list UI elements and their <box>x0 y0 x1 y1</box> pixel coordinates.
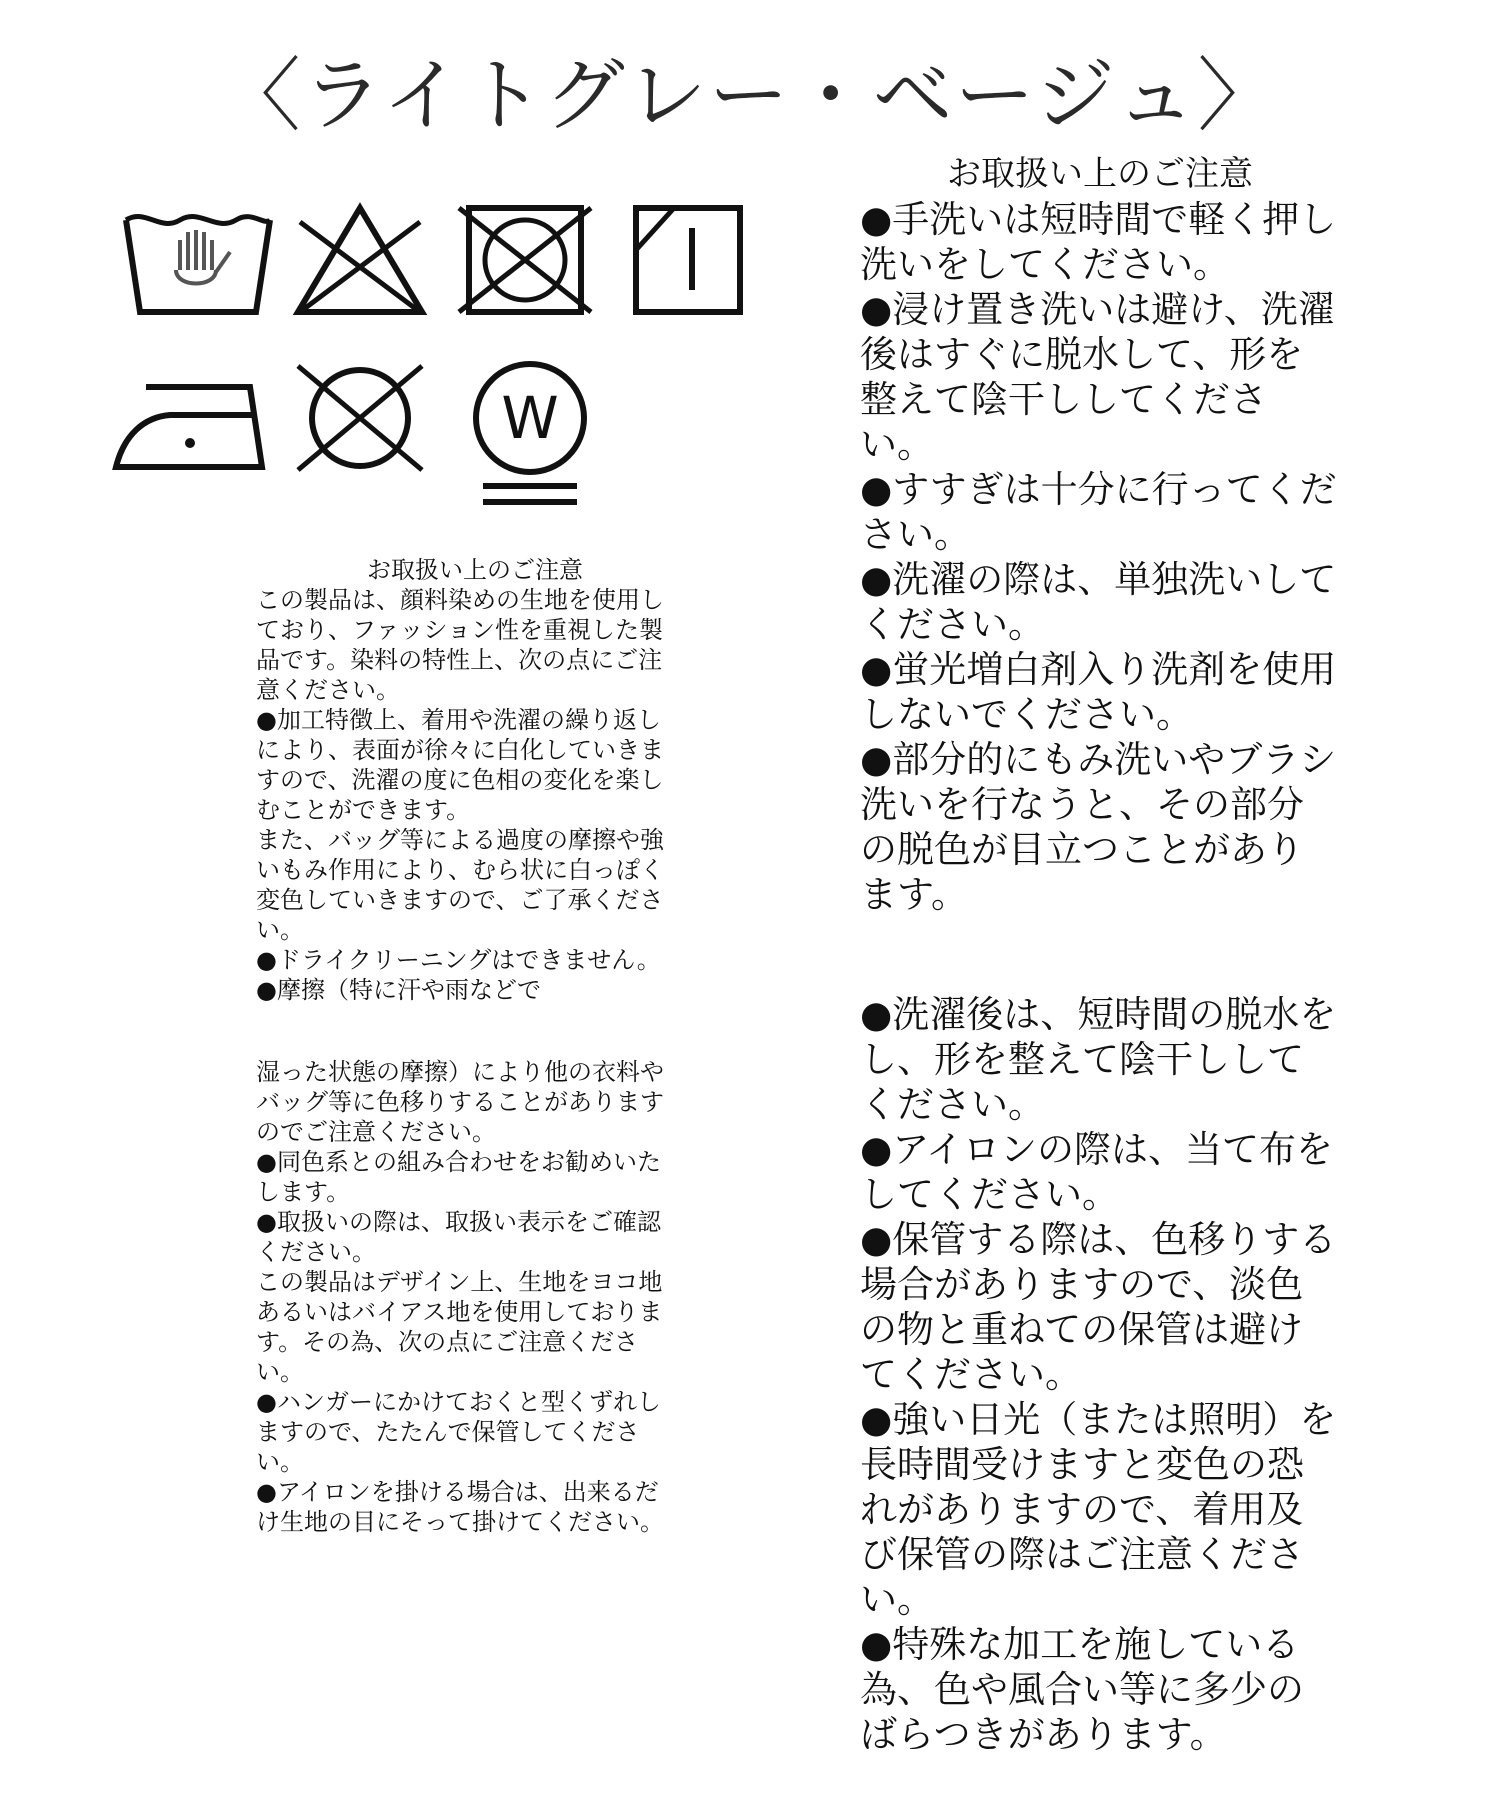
left-heading: お取扱い上のご注意 <box>367 556 583 584</box>
left-paragraph: ●同色系との組み合わせをお勧めいたします。 <box>256 1148 661 1206</box>
svg-text:W: W <box>501 384 559 452</box>
page-title: 〈ライトグレー・ベージュ〉 <box>220 49 1280 142</box>
drip-dry-shade-icon <box>630 200 750 320</box>
care-symbols <box>110 200 760 540</box>
left-paragraph: ●加工特徴上、着用や洗濯の繰り返しにより、表面が徐々に白化していきますので、洗濯の度に色相の変化を楽しむことができます。 <box>256 706 664 824</box>
left-care-notes <box>256 555 674 1537</box>
right-paragraph: ●部分的にもみ洗いやブラシ洗いを行なうと、その部分の脱色が目立つことがあります。 <box>860 738 1337 916</box>
left-paragraph: この製品はデザイン上、生地をヨコ地あるいはバイアス地を使用しております。その為、次の点にご注意ください。 <box>256 1268 663 1386</box>
left-paragraph: ●アイロンを掛ける場合は、出来るだけ生地の目にそって掛けてください。 <box>256 1478 664 1536</box>
left-paragraph: ●ハンガーにかけておくと型くずれしますので、たたんで保管してください。 <box>256 1388 661 1476</box>
right-paragraph: ●アイロンの際は、当て布をしてください。 <box>860 1128 1333 1216</box>
crossed-triangle-icon <box>290 200 430 320</box>
right-paragraph: ●洗濯の際は、単独洗いしてください。 <box>860 558 1337 646</box>
right-heading: お取扱い上のご注意 <box>947 154 1253 194</box>
crossed-circle-icon <box>290 358 430 478</box>
wet-clean-w-icon <box>465 358 595 518</box>
right-paragraph: ●すすぎは十分に行ってください。 <box>860 468 1337 556</box>
right-paragraph: ●蛍光増白剤入り洗剤を使用しないでください。 <box>860 648 1337 736</box>
crossed-tumble-dry-icon <box>455 200 595 320</box>
left-paragraph: ●摩擦（特に汗や雨などで <box>256 976 541 1004</box>
right-paragraph: ●保管する際は、色移りする場合がありますので、淡色の物と重ねての保管は避けてください。 <box>860 1218 1337 1396</box>
left-paragraph: この製品は、顔料染めの生地を使用しており、ファッション性を重視した製品です。染料の特性上、次の点にご注意ください。 <box>256 586 664 704</box>
right-paragraph: ●手洗いは短時間で軽く押し洗いをしてください。 <box>860 198 1337 286</box>
left-paragraph: ●取扱いの際は、取扱い表示をご確認ください。 <box>256 1208 661 1266</box>
right-paragraph: ●洗濯後は、短時間の脱水をし、形を整えて陰干ししてください。 <box>860 993 1337 1126</box>
left-paragraph: ●ドライクリーニングはできません。 <box>256 946 661 974</box>
iron-one-dot-icon <box>110 365 270 475</box>
right-paragraph: ●特殊な加工を施している為、色や風合い等に多少のばらつきがあります。 <box>860 1623 1304 1756</box>
right-paragraph: ●強い日光（または照明）を長時間受けますと変色の恐れがありますので、着用及び保管の際はご注意ください。 <box>860 1398 1337 1621</box>
right-paragraph: ●浸け置き洗いは避け、洗濯後はすぐに脱水して、形を整えて陰干ししてください。 <box>860 288 1335 466</box>
left-paragraph: 湿った状態の摩擦）により他の衣料やバッグ等に色移りすることがありますのでご注意ください。 <box>256 1058 664 1146</box>
right-care-notes <box>860 152 1340 1757</box>
hand-wash-tub-icon <box>118 200 278 320</box>
left-paragraph: また、バッグ等による過度の摩擦や強いもみ作用により、むら状に白っぽく変色していきますので、ご了承ください。 <box>256 826 664 944</box>
